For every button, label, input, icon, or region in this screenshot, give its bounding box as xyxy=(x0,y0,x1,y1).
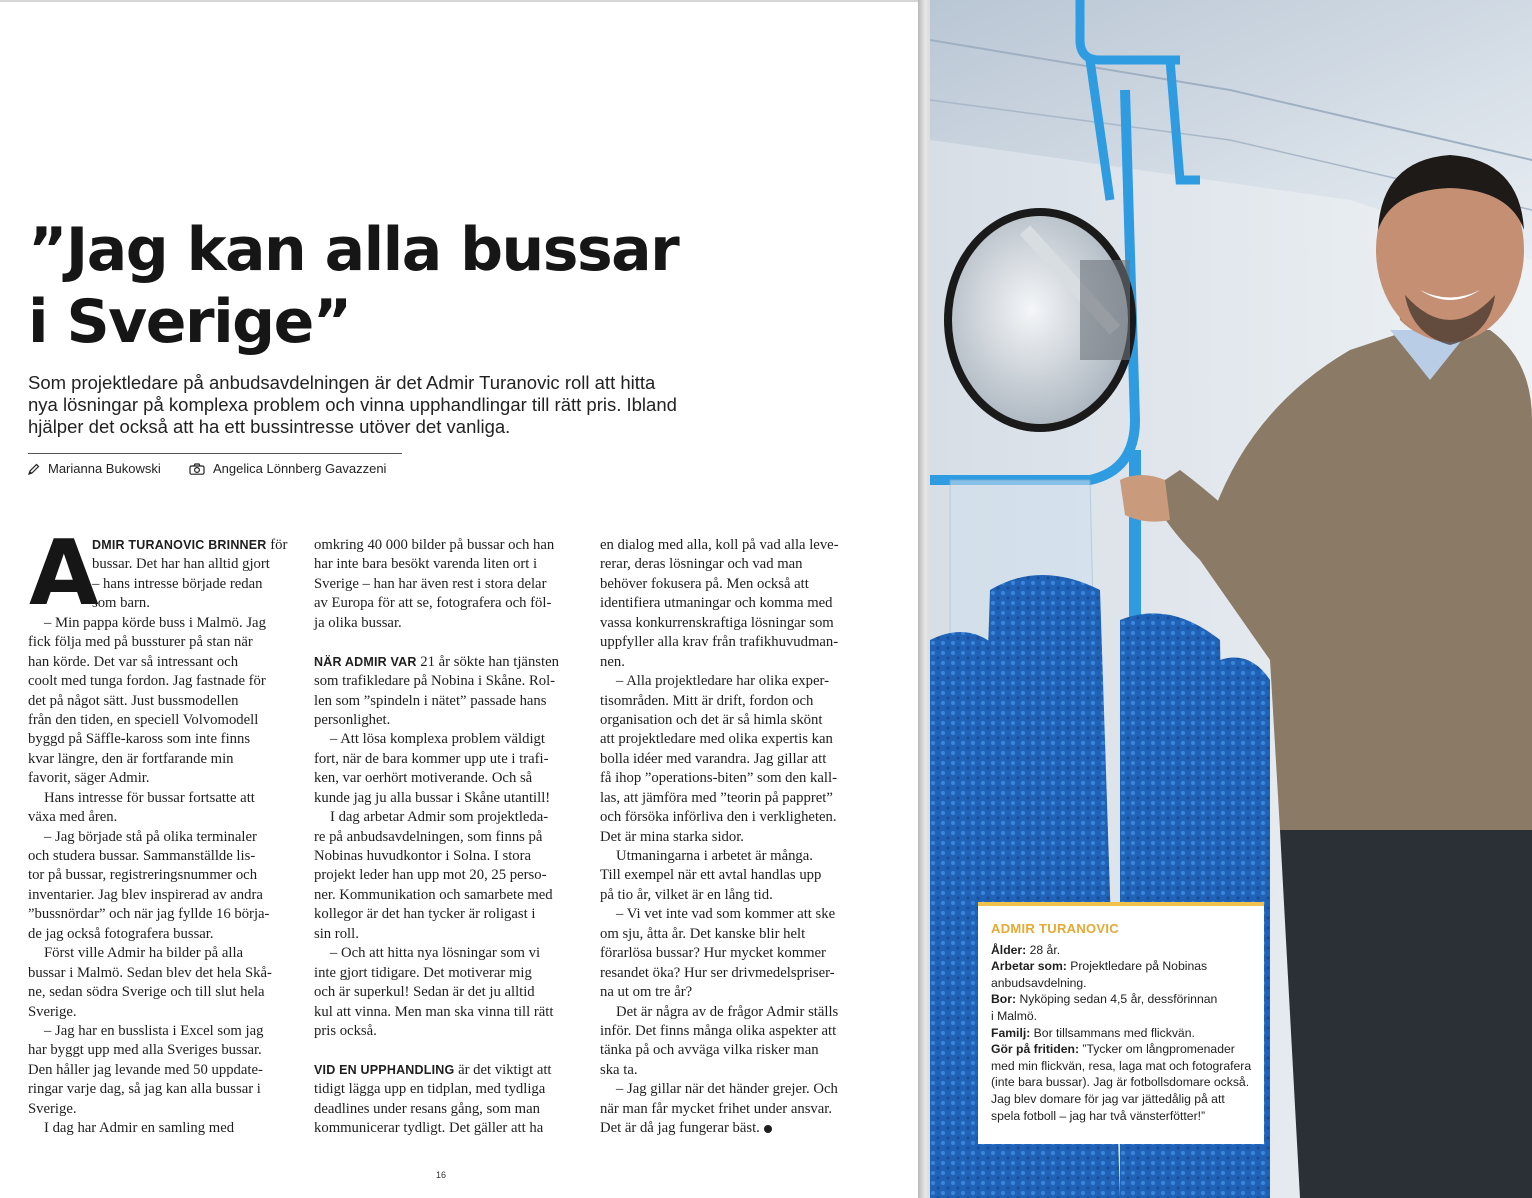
body-line: byggd på Säffle-kaross som inte finns xyxy=(28,731,251,748)
body-line: och studera bussar. Sammanställde lis- xyxy=(28,848,256,864)
body-line: kommunicerar tydligt. Det gäller att ha xyxy=(314,1120,544,1137)
fact-box xyxy=(978,902,1264,1144)
body-line: favorit, säger Admir. xyxy=(28,770,150,787)
body-line: tidigt lägga upp en tidplan, med tydliga xyxy=(314,1081,546,1098)
body-line: I dag arbetar Admir som projektleda- xyxy=(330,809,549,826)
body-line: Sverige – han har även rest i stora delar xyxy=(314,575,547,592)
end-mark xyxy=(764,1125,772,1133)
fact-free-time: Gör på fritiden: ”Tycker om långpromenader xyxy=(991,1042,1235,1057)
body-line: – Alla projektledare har olika exper- xyxy=(616,673,829,690)
body-line: – Och att hitta nya lösningar som vi xyxy=(330,945,541,962)
body-line: och försöka införliva den i verkligheten. xyxy=(600,809,837,826)
body-line: I dag har Admir en samling med xyxy=(44,1120,235,1137)
body-line: – Min pappa körde buss i Malmö. Jag xyxy=(44,614,266,631)
body-line: sin roll. xyxy=(314,925,359,942)
camera-icon xyxy=(189,463,205,475)
body-line: – Jag gillar när det händer grejer. Och xyxy=(616,1081,838,1098)
pencil-icon xyxy=(28,463,40,475)
body-line: identifiera utmaningar och komma med xyxy=(600,595,833,612)
body-line: har byggt upp med alla Sveriges bussar. xyxy=(28,1042,262,1059)
body-line: inför. Det finns många olika aspekter att xyxy=(600,1022,837,1039)
body-line: len som ”spindeln i nätet” passade hans xyxy=(314,692,547,709)
body-line: Den håller jag levande med 50 uppdate- xyxy=(28,1061,263,1078)
body-line: förarlösa bussar? Hur mycket kommer xyxy=(600,945,826,962)
headline xyxy=(28,214,678,358)
body-line: tisområden. Mitt är drift, fordon och xyxy=(600,692,814,709)
byline-writer xyxy=(28,461,161,476)
body-line: ”bussnördar” och när jag fyllde 16 börja- xyxy=(28,906,270,923)
fact-home-cont: i Malmö. xyxy=(991,1008,1038,1023)
fact-free-time-cont: spela fotboll – jag har två vänsterfötter!” xyxy=(991,1108,1206,1123)
fact-job-cont: anbudsavdelning. xyxy=(991,975,1087,990)
body-line: las, att jämföra med ”teorin på pappret” xyxy=(600,789,833,806)
body-line: han körde. Det var så intressant och xyxy=(28,653,239,670)
byline-photographer xyxy=(189,461,386,476)
lead-line: hjälper det också att ha ett bussintresse utöver det vanliga. xyxy=(28,416,511,437)
body-line: – Jag började stå på olika terminaler xyxy=(44,828,257,845)
body-line: på tio år, vilket är en lång tid. xyxy=(600,886,773,903)
body-column-3 xyxy=(600,536,862,1139)
body-line: de jag också fotografera bussar. xyxy=(28,925,214,942)
body-line: få ihop ”operations-biten” som den kall- xyxy=(600,770,837,787)
body-line: behöver fokusera på. Men också att xyxy=(600,575,809,592)
page-number: 16 xyxy=(436,1170,447,1180)
body-line: ner. Kommunikation och samarbete med xyxy=(314,886,553,903)
column-2-part-b xyxy=(314,672,576,1041)
subhead-line: NÄR ADMIR VAR 21 år sökte han tjänsten xyxy=(314,653,559,670)
lead-line: nya lösningar på komplexa problem och vinna upphandlingar till rätt pris. Ibland xyxy=(28,394,677,415)
body-line: deadlines under resans gång, som man xyxy=(314,1100,540,1117)
body-line: uppfyller alla krav från trafikhuvudman- xyxy=(600,634,839,651)
body-line: coolt med tunga fordon. Jag fastnade för xyxy=(28,673,266,690)
body-line: Det är några av de frågor Admir ställs xyxy=(616,1003,839,1020)
body-line: – Vi vet inte vad som kommer att ske xyxy=(616,906,836,923)
body-line: vassa konkurrenskraftiga lösningar som xyxy=(600,614,834,631)
headline-line: i Sverige” xyxy=(28,287,351,357)
body-column-1 xyxy=(28,536,290,1139)
body-line: av Europa för att se, fotografera och föl- xyxy=(314,595,552,612)
body-line: och är superkul! Sedan är det ju alltid xyxy=(314,984,535,1001)
body-line: kunde jag ju alla bussar i Skåne utantill! xyxy=(314,789,551,806)
right-page xyxy=(930,0,1532,1198)
body-line: – hans intresse började redan xyxy=(92,575,263,592)
body-line: nen. xyxy=(600,653,625,670)
body-line: tänka på och avväga vilka risker man xyxy=(600,1042,819,1059)
body-line: kvar längre, den är fortfarande min xyxy=(28,750,234,767)
body-line: – Jag har en busslista i Excel som jag xyxy=(44,1022,264,1039)
body-line: bussar. Det har han alltid gjort xyxy=(92,556,270,573)
body-line: Nobinas huvudkontor i Solna. I stora xyxy=(314,848,532,864)
body-line: projekt leder han upp mot 20, 25 perso- xyxy=(314,867,547,884)
writer-name: Marianna Bukowski xyxy=(48,461,161,476)
body-line: rerar, deras lösningar och vad man xyxy=(600,556,803,573)
body-line: att projektledare med olika expertis kan xyxy=(600,731,833,748)
body-line: Sverige. xyxy=(28,1100,77,1117)
fact-age: Ålder: 28 år. xyxy=(991,942,1061,957)
body-line: bolla idéer med varandra. Jag gillar att xyxy=(600,750,827,767)
fact-family: Familj: Bor tillsammans med flickvän. xyxy=(991,1025,1195,1040)
body-line: Först ville Admir ha bilder på alla xyxy=(44,945,244,962)
body-line: Hans intresse för bussar fortsatte att xyxy=(44,789,255,806)
body-line: personlighet. xyxy=(314,711,391,728)
lead-line: Som projektledare på anbudsavdelningen är det Admir Turanovic roll att hitta xyxy=(28,372,656,393)
body-line: tor på bussar, registreringsnummer och xyxy=(28,867,258,884)
body-line: har inte bara besökt varenda liten ort i xyxy=(314,556,538,573)
body-line: Till exempel när ett avtal handlas upp xyxy=(600,867,822,884)
fact-free-time-cont: med min flickvän, resa, laga mat och fotografera xyxy=(991,1058,1252,1073)
person-hand xyxy=(1120,475,1170,522)
body-line: DMIR TURANOVIC BRINNER för xyxy=(92,537,288,553)
subhead-line: VID EN UPPHANDLING är det viktigt att xyxy=(314,1061,552,1078)
body-line: ja olika bussar. xyxy=(314,614,402,631)
body-line: som barn. xyxy=(92,595,150,612)
body-line: fick följa med på bussturer på stan när xyxy=(28,634,253,651)
body-line: kul att vinna. Men man ska vinna till rätt xyxy=(314,1003,554,1020)
fact-free-time-cont: Jag blev domare för jag var jättedålig på att xyxy=(991,1091,1225,1106)
body-column-2 xyxy=(314,536,576,1139)
body-line: – Att lösa komplexa problem väldigt xyxy=(330,731,545,748)
body-line: omkring 40 000 bilder på bussar och han xyxy=(314,537,555,553)
body-line: inte gjort tidigare. Det motiverar mig xyxy=(314,964,532,981)
body-line: na ut om tre år? xyxy=(600,984,693,1001)
body-line: ska ta. xyxy=(600,1061,638,1078)
page-gutter xyxy=(918,0,930,1198)
body-line: Utmaningarna i arbetet är många. xyxy=(616,848,813,864)
byline xyxy=(28,453,402,484)
body-line: när man får mycket frihet under ansvar. xyxy=(600,1100,833,1117)
body-line: en dialog med alla, koll på vad alla leve- xyxy=(600,537,839,553)
body-line: ken, var oerhört motiverande. Och så xyxy=(314,770,533,787)
body-line: resandet öka? Hur ser drivmedelspriser- xyxy=(600,964,835,981)
body-line: Det är då jag fungerar bäst. xyxy=(600,1119,862,1138)
body-line: re på anbudsavdelningen, som finns på xyxy=(314,828,543,845)
body-line: ringar varje dag, så jag kan alla bussar i xyxy=(28,1081,261,1098)
body-line: ne, sedan södra Sverige och till slut hela xyxy=(28,984,265,1001)
column-2-part-c xyxy=(314,1080,576,1138)
body-line: växa med åren. xyxy=(28,809,118,826)
person-trousers xyxy=(1280,830,1532,1198)
body-line: om sju, åtta år. Det kanske blir helt xyxy=(600,925,806,942)
fact-home: Bor: Nyköping sedan 4,5 år, dessförinnan xyxy=(991,992,1218,1007)
body-line: bussar i Malmö. Sedan blev det hela Skå- xyxy=(28,964,272,981)
fact-box-title: ADMIR TURANOVIC xyxy=(991,921,1119,936)
body-line: kollegor är det han tycker är roligast i xyxy=(314,906,536,923)
body-line: som trafikledare på Nobina i Skåne. Rol- xyxy=(314,673,556,690)
body-line: från den tiden, en speciell Volvomodell xyxy=(28,711,259,728)
photographer-name: Angelica Lönnberg Gavazzeni xyxy=(213,461,387,476)
body-line: Sverige. xyxy=(28,1003,77,1020)
body-line: fort, när de bara kommer upp ute i trafi- xyxy=(314,750,549,767)
fact-job: Arbetar som: Projektledare på Nobinas xyxy=(991,959,1208,974)
body-line: Det är mina starka sidor. xyxy=(600,828,744,845)
fact-free-time-cont: (inte bara bussar). Jag är fotbollsdomare också. xyxy=(991,1075,1250,1090)
lead-paragraph xyxy=(28,372,718,438)
body-line: det på något sätt. Just bussmodellen xyxy=(28,692,239,709)
column-2-part-a xyxy=(314,536,576,633)
body-line: inventarier. Jag blev inspirerad av andra xyxy=(28,886,263,903)
body-line: organisation och det är så himla skönt xyxy=(600,711,823,728)
headline-line: ”Jag kan alla bussar xyxy=(28,215,679,285)
body-line: pris också. xyxy=(314,1022,377,1039)
drop-cap: A xyxy=(29,521,99,626)
